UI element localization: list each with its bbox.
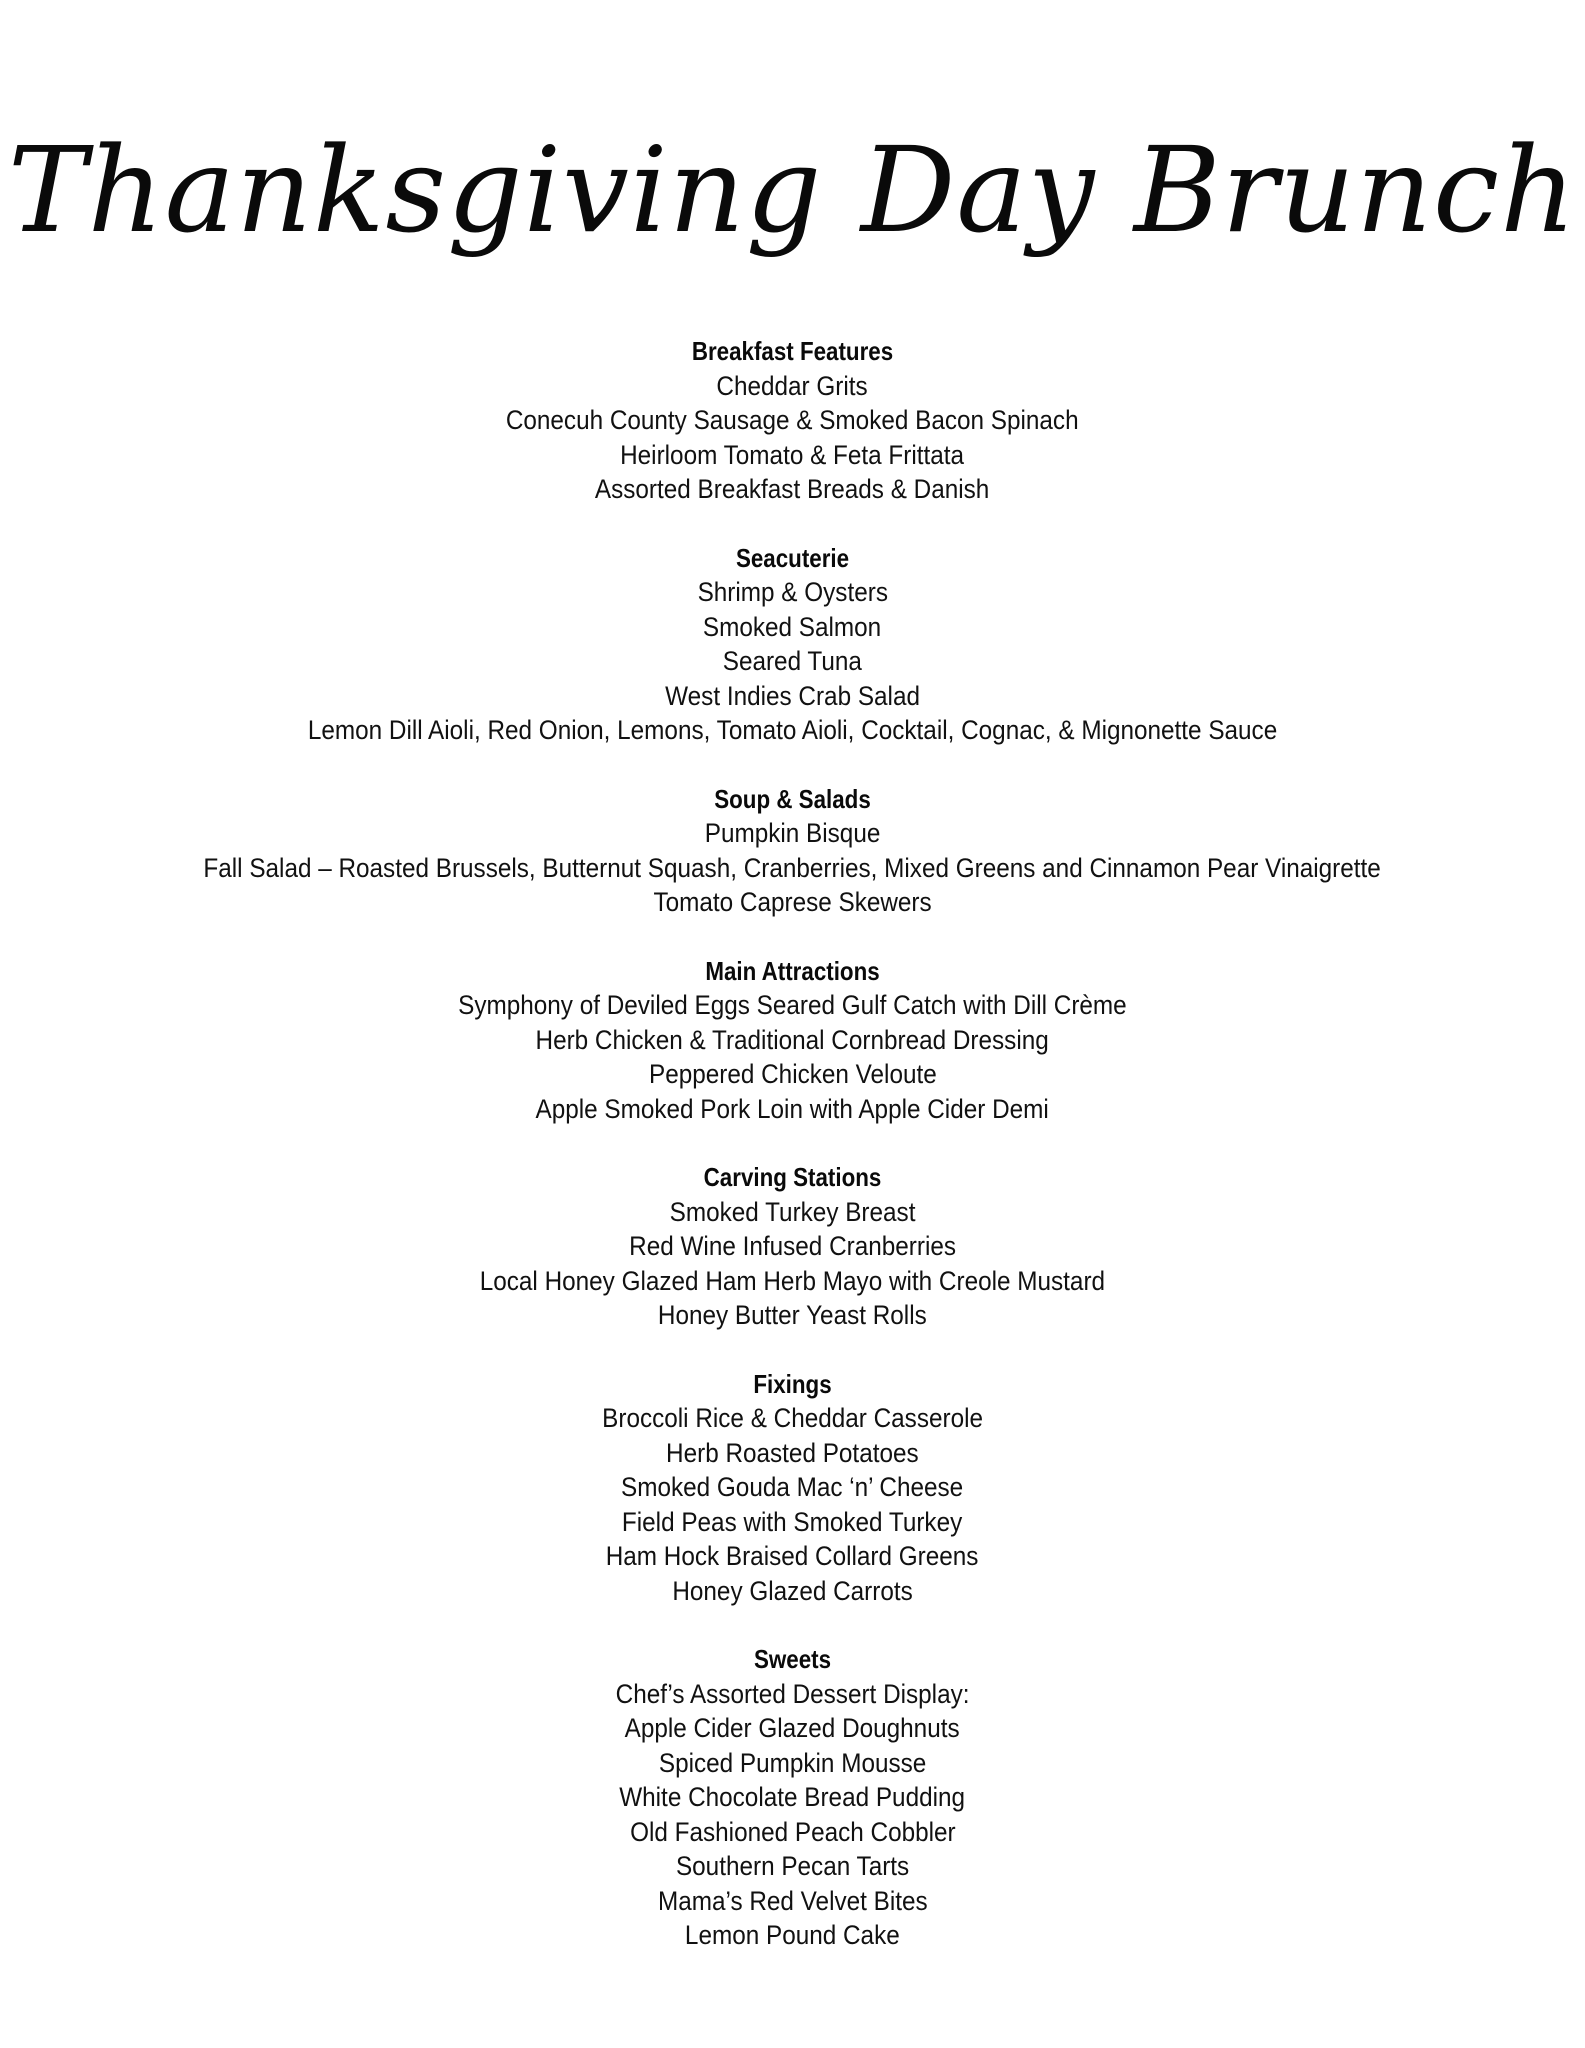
- section-heading: Carving Stations: [703, 1162, 882, 1192]
- menu-item: Lemon Dill Aioli, Red Onion, Lemons, Tomato Aioli, Cocktail, Cognac, & Mignonette Sauce: [307, 715, 1278, 745]
- menu-item: West Indies Crab Salad: [665, 680, 920, 711]
- section-heading: Soup & Salads: [714, 783, 871, 814]
- menu-item: Conecuh County Sausage & Smoked Bacon Spinach: [506, 405, 1079, 435]
- menu-item: Mama’s Red Velvet Bites: [657, 1885, 928, 1916]
- section-carving-stations: [0, 1160, 1585, 1333]
- page-title: Thanksgiving Day Brunch: [7, 121, 1578, 259]
- menu-item: Chef’s Assorted Dessert Display:: [615, 1678, 970, 1709]
- menu-item: Field Peas with Smoked Turkey: [622, 1506, 963, 1537]
- section-heading: Fixings: [753, 1368, 832, 1399]
- section-heading: Sweets: [753, 1644, 832, 1674]
- section-seacuterie: [0, 541, 1585, 748]
- menu-item: Symphony of Deviled Eggs Seared Gulf Catch with Dill Crème: [458, 990, 1127, 1020]
- section-fixings: [0, 1367, 1585, 1609]
- menu-item: Tomato Caprese Skewers: [653, 887, 932, 917]
- menu-list: [0, 334, 1585, 1987]
- section-heading: Seacuterie: [735, 542, 850, 573]
- section-heading: Main Attractions: [705, 955, 880, 986]
- menu-item: Apple Cider Glazed Doughnuts: [624, 1713, 960, 1743]
- section-sweets: [0, 1642, 1585, 1953]
- menu-item: Spiced Pumpkin Mousse: [658, 1747, 927, 1778]
- menu-item: Pumpkin Bisque: [704, 818, 881, 848]
- menu-item: Assorted Breakfast Breads & Danish: [595, 474, 990, 504]
- menu-item: Smoked Turkey Breast: [669, 1196, 916, 1227]
- menu-item: Honey Glazed Carrots: [672, 1575, 913, 1606]
- menu-item: White Chocolate Bread Pudding: [619, 1782, 966, 1812]
- section-main-attractions: [0, 954, 1585, 1127]
- menu-item: Peppered Chicken Veloute: [648, 1059, 937, 1089]
- section-heading: Breakfast Features: [691, 336, 894, 366]
- menu-item: Fall Salad – Roasted Brussels, Butternut Squash, Cranberries, Mixed Greens and Cinnamon Pear Vinaigrette: [203, 852, 1382, 883]
- menu-item: Old Fashioned Peach Cobbler: [629, 1816, 956, 1847]
- menu-item: Apple Smoked Pork Loin with Apple Cider Demi: [535, 1093, 1050, 1124]
- menu-item: Red Wine Infused Cranberries: [629, 1231, 956, 1261]
- menu-item: Broccoli Rice & Cheddar Casserole: [602, 1403, 983, 1433]
- menu-item: Heirloom Tomato & Feta Frittata: [620, 439, 965, 470]
- menu-item: Cheddar Grits: [716, 370, 869, 401]
- section-soup-salads: [0, 782, 1585, 920]
- section-breakfast-features: [0, 334, 1585, 507]
- menu-item: Smoked Gouda Mac ‘n’ Cheese: [621, 1472, 964, 1502]
- menu-item: Honey Butter Yeast Rolls: [658, 1300, 927, 1330]
- menu-item: Smoked Salmon: [703, 611, 882, 642]
- menu-item: Local Honey Glazed Ham Herb Mayo with Creole Mustard: [479, 1265, 1106, 1296]
- menu-item: Shrimp & Oysters: [697, 577, 888, 607]
- menu-item: Seared Tuna: [722, 646, 863, 676]
- menu-item: Herb Roasted Potatoes: [666, 1437, 919, 1468]
- menu-item: Herb Chicken & Traditional Cornbread Dressing: [535, 1024, 1050, 1055]
- menu-item: Ham Hock Braised Collard Greens: [606, 1541, 979, 1571]
- menu-item: Southern Pecan Tarts: [675, 1851, 910, 1881]
- menu-item: Lemon Pound Cake: [685, 1920, 900, 1950]
